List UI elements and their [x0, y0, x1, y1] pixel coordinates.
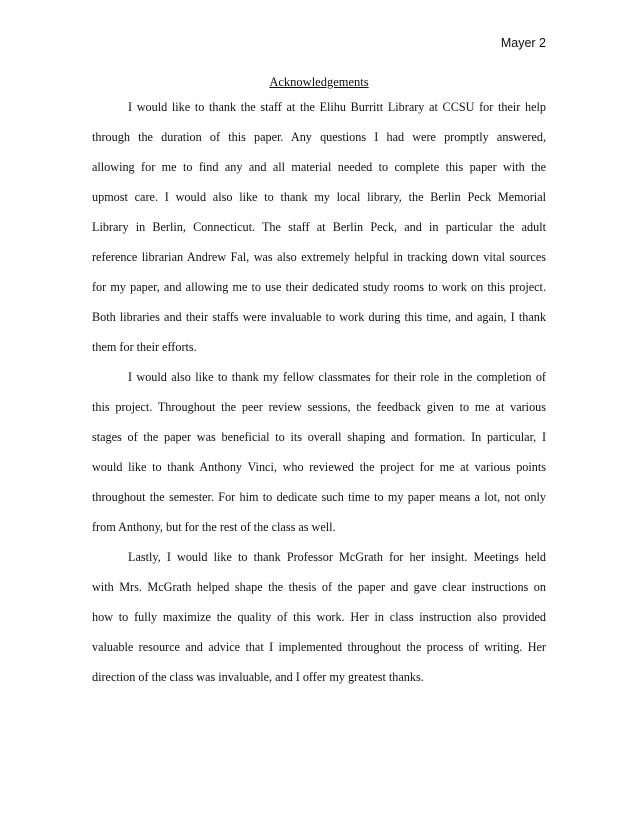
paragraph-1-line-2: through the duration of this paper. Any questions I had were promptly answered, — [92, 130, 546, 144]
paragraph-1-line-3: allowing for me to find any and all material needed to complete this paper with the — [92, 160, 546, 174]
paragraph-3-line-3: how to fully maximize the quality of this work. Her in class instruction also provided — [92, 610, 546, 624]
paragraph-1-line-6: reference librarian Andrew Fal, was also extremely helpful in tracking down vital sources — [92, 250, 546, 264]
page-title: Acknowledgements — [269, 75, 369, 89]
paragraph-2-line-3: stages of the paper was beneficial to its overall shaping and formation. In particular, I — [92, 430, 546, 444]
paragraph-1-line-4: upmost care. I would also like to thank my local library, the Berlin Peck Memorial — [92, 190, 546, 204]
paragraph-1-line-5: Library in Berlin, Connecticut. The staff at Berlin Peck, and in particular the adult — [92, 220, 546, 234]
paragraph-2-line-6: from Anthony, but for the rest of the class as well. — [92, 520, 336, 534]
paragraph-3-line-1: Lastly, I would like to thank Professor McGrath for her insight. Meetings held — [128, 550, 546, 564]
paragraph-1-line-7: for my paper, and allowing me to use their dedicated study rooms to work on this project. — [92, 280, 546, 294]
paragraph-3-line-2: with Mrs. McGrath helped shape the thesis of the paper and gave clear instructions on — [92, 580, 546, 594]
paragraph-1-line-9: them for their efforts. — [92, 340, 197, 354]
paragraph-2-line-1: I would also like to thank my fellow classmates for their role in the completion of — [128, 370, 546, 384]
paragraph-1-line-1: I would like to thank the staff at the Elihu Burritt Library at CCSU for their help — [128, 100, 546, 114]
paragraph-2-line-4: would like to thank Anthony Vinci, who reviewed the project for me at various points — [92, 460, 546, 474]
paragraph-2-line-5: throughout the semester. For him to dedicate such time to my paper means a lot, not only — [92, 490, 546, 504]
body-text — [92, 92, 546, 692]
paragraph-3-line-4: valuable resource and advice that I implemented throughout the process of writing. Her — [92, 640, 546, 654]
running-head: Mayer 2 — [500, 36, 546, 50]
paragraph-2-line-2: this project. Throughout the peer review sessions, the feedback given to me at various — [92, 400, 546, 414]
paragraph-3-line-5: direction of the class was invaluable, and I offer my greatest thanks. — [92, 670, 424, 684]
paragraph-1-line-8: Both libraries and their staffs were invaluable to work during this time, and again, I thank — [92, 310, 546, 324]
